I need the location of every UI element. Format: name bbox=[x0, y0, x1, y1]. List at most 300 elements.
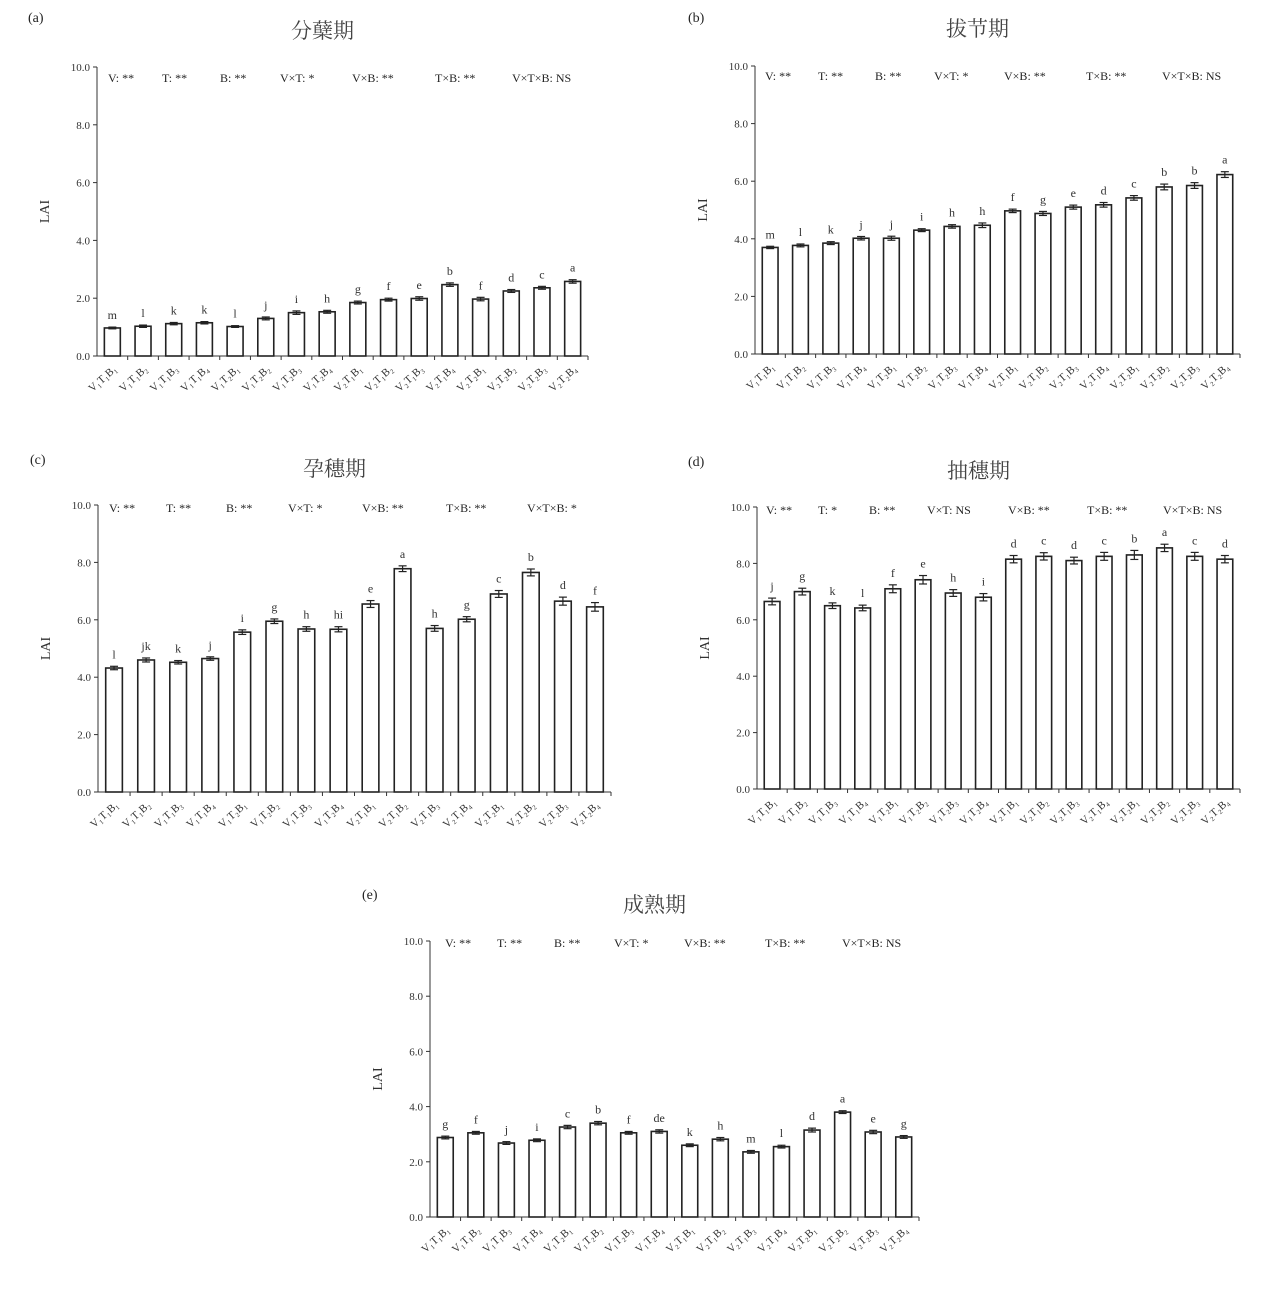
significance-letter: l bbox=[141, 306, 145, 321]
bar bbox=[298, 629, 315, 792]
significance-letter: c bbox=[1131, 176, 1137, 191]
bar bbox=[1217, 559, 1233, 789]
y-tick-label: 8.0 bbox=[736, 558, 750, 571]
x-tick-label: V₁T₂B₃ bbox=[602, 1224, 636, 1256]
x-tick-label: V₁T₁B₄ bbox=[184, 799, 218, 831]
y-axis-label: LAI bbox=[698, 636, 713, 660]
bar bbox=[135, 326, 151, 356]
significance-letter: d bbox=[809, 1109, 816, 1124]
bar bbox=[560, 1127, 576, 1217]
y-tick-label: 0.0 bbox=[409, 1212, 423, 1224]
x-tick-label: V₁T₂B₂ bbox=[572, 1224, 606, 1256]
x-tick-label: V₁T₂B₄ bbox=[312, 799, 346, 831]
bar bbox=[896, 1137, 912, 1217]
bar bbox=[976, 597, 992, 789]
significance-letter: i bbox=[981, 574, 986, 589]
x-tick-label: V₁T₁B₁ bbox=[746, 796, 780, 828]
significance-letter: j bbox=[859, 217, 863, 232]
x-tick-label: V₂T₂B₁ bbox=[786, 1224, 820, 1256]
significance-letter: c bbox=[496, 571, 502, 586]
x-tick-label: V₁T₁B₁ bbox=[744, 361, 778, 393]
significance-letter: h bbox=[717, 1118, 724, 1133]
x-tick-label: V₁T₁B₃ bbox=[152, 799, 186, 831]
significance-letter: b bbox=[1161, 165, 1168, 180]
bar bbox=[945, 593, 961, 789]
significance-label: B: ** bbox=[220, 71, 247, 85]
bar bbox=[523, 572, 540, 792]
x-tick-label: V₂T₂B₁ bbox=[1108, 796, 1142, 828]
significance-letter: k bbox=[829, 583, 836, 598]
significance-letter: f bbox=[473, 1112, 478, 1127]
significance-label: T: * bbox=[818, 503, 838, 517]
significance-letter: i bbox=[294, 291, 299, 306]
significance-letter: l bbox=[233, 306, 237, 321]
significance-letter: m bbox=[746, 1131, 756, 1146]
x-tick-label: V₁T₂B₁ bbox=[541, 1224, 575, 1256]
bar bbox=[234, 632, 251, 792]
bar bbox=[853, 238, 869, 354]
significance-label: V×B: ** bbox=[352, 71, 394, 85]
chart-panel-b bbox=[688, 11, 1240, 393]
bar bbox=[974, 225, 990, 354]
x-tick-label: V₂T₂B₂ bbox=[504, 799, 538, 831]
significance-letter: l bbox=[798, 224, 803, 239]
significance-letter: b bbox=[595, 1102, 602, 1117]
x-tick-label: V₂T₂B₄ bbox=[877, 1224, 911, 1256]
bar bbox=[1036, 556, 1052, 789]
y-tick-label: 6.0 bbox=[77, 614, 91, 627]
x-tick-label: V₁T₂B₁ bbox=[216, 799, 250, 831]
bar bbox=[835, 1112, 851, 1217]
bar bbox=[823, 243, 839, 354]
significance-letter: f bbox=[890, 565, 895, 580]
bar bbox=[411, 298, 427, 356]
x-tick-label: V₂T₁B₁ bbox=[986, 361, 1020, 393]
x-tick-label: V₂T₂B₂ bbox=[816, 1224, 850, 1256]
x-tick-label: V₂T₁B₂ bbox=[694, 1224, 728, 1256]
bar bbox=[288, 313, 304, 356]
bar bbox=[503, 291, 519, 356]
significance-letter: d bbox=[1070, 538, 1077, 553]
x-tick-label: V₁T₁B₄ bbox=[836, 796, 870, 828]
x-tick-label: V₁T₁B₁ bbox=[419, 1224, 453, 1256]
panel-label: (a) bbox=[28, 11, 44, 26]
y-tick-label: 10.0 bbox=[70, 62, 90, 74]
significance-letter: a bbox=[1222, 152, 1228, 167]
significance-label: V: ** bbox=[445, 936, 472, 950]
significance-letter: k bbox=[170, 303, 177, 318]
x-tick-label: V₁T₂B₂ bbox=[239, 363, 273, 395]
significance-label: V×T×B: NS bbox=[1163, 503, 1223, 517]
y-tick-label: 4.0 bbox=[736, 671, 750, 684]
significance-letter: e bbox=[870, 1111, 876, 1126]
x-tick-label: V₂T₂B₄ bbox=[1198, 361, 1232, 393]
bar bbox=[855, 608, 871, 789]
bar bbox=[764, 601, 780, 789]
x-tick-label: V₁T₁B₄ bbox=[835, 361, 869, 393]
x-tick-label: V₁T₂B₂ bbox=[248, 799, 282, 831]
bar bbox=[1066, 561, 1082, 789]
significance-letter: a bbox=[399, 546, 406, 561]
x-tick-label: V₁T₂B₄ bbox=[301, 363, 335, 395]
significance-letter: j bbox=[208, 637, 212, 652]
bar bbox=[442, 285, 458, 356]
significance-label: V×B: ** bbox=[362, 501, 404, 515]
bar bbox=[381, 300, 397, 356]
x-tick-label: V₁T₂B₃ bbox=[280, 799, 314, 831]
significance-letter: k bbox=[201, 302, 208, 317]
significance-label: B: ** bbox=[875, 69, 902, 83]
x-tick-label: V₂T₁B₁ bbox=[663, 1224, 697, 1256]
bar bbox=[712, 1139, 728, 1217]
x-tick-label: V₁T₂B₄ bbox=[957, 796, 991, 828]
significance-letter: f bbox=[626, 1112, 631, 1127]
significance-label: T: ** bbox=[166, 501, 192, 515]
x-tick-label: V₁T₂B₂ bbox=[895, 361, 929, 393]
y-axis-label: LAI bbox=[39, 636, 54, 661]
bar bbox=[793, 245, 809, 354]
bar bbox=[884, 238, 900, 354]
significance-label: V×B: ** bbox=[684, 936, 726, 950]
y-tick-label: 4.0 bbox=[734, 233, 748, 246]
y-tick-label: 2.0 bbox=[736, 727, 750, 740]
y-tick-label: 8.0 bbox=[409, 991, 423, 1004]
y-tick-label: 2.0 bbox=[409, 1156, 423, 1169]
bar bbox=[473, 299, 489, 356]
significance-letter: g bbox=[354, 282, 361, 297]
significance-letter: de bbox=[653, 1110, 665, 1125]
x-tick-label: V₂T₂B₂ bbox=[1138, 361, 1172, 393]
significance-letter: e bbox=[920, 556, 926, 571]
bar bbox=[1187, 186, 1203, 354]
bar bbox=[825, 606, 841, 789]
y-tick-label: 10.0 bbox=[403, 936, 423, 948]
significance-label: T: ** bbox=[162, 71, 188, 85]
bar bbox=[426, 628, 443, 792]
significance-letter: c bbox=[539, 267, 545, 282]
panel-label: (d) bbox=[688, 455, 705, 470]
significance-label: T: ** bbox=[497, 936, 523, 950]
bar bbox=[330, 629, 347, 792]
x-tick-label: V₂T₁B₂ bbox=[376, 799, 410, 831]
significance-label: V: ** bbox=[766, 503, 793, 517]
significance-letter: f bbox=[386, 279, 391, 294]
significance-label: T×B: ** bbox=[446, 501, 487, 515]
x-tick-label: V₁T₁B₂ bbox=[120, 799, 154, 831]
bar bbox=[319, 312, 335, 356]
x-tick-label: V₂T₁B₃ bbox=[408, 799, 442, 831]
bar bbox=[1096, 205, 1112, 354]
significance-label: V×T×B: NS bbox=[512, 71, 572, 85]
x-tick-label: V₂T₁B₃ bbox=[393, 363, 427, 395]
x-tick-label: V₂T₁B₃ bbox=[1047, 361, 1081, 393]
y-tick-label: 10.0 bbox=[71, 500, 91, 512]
x-tick-label: V₁T₂B₄ bbox=[633, 1224, 667, 1256]
significance-letter: hi bbox=[333, 607, 344, 622]
bar bbox=[1217, 175, 1233, 354]
significance-letter: d bbox=[508, 270, 515, 285]
x-tick-label: V₁T₂B₃ bbox=[926, 361, 960, 393]
x-tick-label: V₂T₁B₄ bbox=[440, 799, 474, 831]
bar bbox=[651, 1131, 667, 1217]
bar bbox=[565, 281, 581, 356]
significance-letter: e bbox=[416, 277, 422, 292]
significance-letter: b bbox=[1131, 531, 1138, 546]
significance-letter: d bbox=[1100, 183, 1107, 198]
significance-letter: c bbox=[1041, 533, 1047, 548]
x-tick-label: V₁T₂B₃ bbox=[927, 796, 961, 828]
significance-letter: k bbox=[827, 222, 834, 237]
bar bbox=[394, 569, 411, 792]
significance-letter: h bbox=[303, 607, 310, 622]
significance-letter: j bbox=[504, 1122, 509, 1137]
bar bbox=[170, 662, 187, 792]
x-tick-label: V₂T₂B₃ bbox=[1168, 361, 1202, 393]
y-axis-label: LAI bbox=[371, 1067, 386, 1091]
significance-label: V×B: ** bbox=[1008, 503, 1050, 517]
x-tick-label: V₂T₁B₂ bbox=[1017, 361, 1050, 393]
y-axis-label: LAI bbox=[38, 199, 53, 224]
bar bbox=[865, 1132, 881, 1217]
y-tick-label: 4.0 bbox=[76, 235, 90, 248]
bar bbox=[138, 660, 155, 792]
chart-panel-e bbox=[362, 888, 919, 1256]
panel-title: 孕穗期 bbox=[303, 457, 366, 481]
chart-panel-a bbox=[28, 11, 588, 395]
bar bbox=[106, 668, 123, 792]
bar bbox=[1187, 556, 1203, 789]
significance-letter: k bbox=[686, 1124, 693, 1139]
bar bbox=[1126, 198, 1142, 354]
significance-letter: b bbox=[446, 263, 453, 278]
x-tick-label: V₁T₁B₂ bbox=[776, 796, 810, 828]
bar bbox=[468, 1133, 484, 1217]
significance-letter: m bbox=[765, 227, 775, 242]
significance-label: T: ** bbox=[818, 69, 844, 83]
significance-label: T×B: ** bbox=[1086, 69, 1127, 83]
x-tick-label: V₁T₂B₂ bbox=[897, 796, 931, 828]
x-tick-label: V₁T₁B₂ bbox=[449, 1224, 483, 1256]
significance-letter: d bbox=[1010, 536, 1017, 551]
x-tick-label: V₂T₂B₃ bbox=[1168, 796, 1202, 828]
x-tick-label: V₂T₂B₃ bbox=[516, 363, 549, 395]
x-tick-label: V₂T₁B₂ bbox=[1017, 796, 1051, 828]
panel-title: 拔节期 bbox=[946, 17, 1009, 41]
significance-letter: m bbox=[107, 308, 118, 323]
x-tick-label: V₂T₁B₁ bbox=[331, 363, 365, 395]
significance-label: V×B: ** bbox=[1004, 69, 1046, 83]
significance-letter: f bbox=[478, 278, 483, 293]
significance-label: V×T: * bbox=[934, 69, 969, 83]
y-axis-label: LAI bbox=[696, 198, 711, 222]
significance-label: V×T×B: NS bbox=[1162, 69, 1222, 83]
x-tick-label: V₁T₁B₂ bbox=[774, 361, 808, 393]
y-tick-label: 6.0 bbox=[734, 176, 748, 189]
y-tick-label: 6.0 bbox=[76, 177, 90, 190]
significance-label: V×T: NS bbox=[927, 503, 971, 517]
significance-letter: l bbox=[860, 586, 865, 601]
significance-letter: h bbox=[324, 291, 331, 306]
y-tick-label: 6.0 bbox=[409, 1046, 423, 1059]
significance-label: T×B: ** bbox=[765, 936, 806, 950]
x-tick-label: V₁T₁B₃ bbox=[480, 1224, 514, 1256]
x-tick-label: V₂T₂B₄ bbox=[546, 363, 580, 395]
bar bbox=[621, 1133, 637, 1217]
x-tick-label: V₁T₁B₃ bbox=[804, 361, 838, 393]
significance-label: B: ** bbox=[226, 501, 253, 515]
significance-letter: l bbox=[112, 647, 116, 662]
bar bbox=[682, 1145, 698, 1217]
x-tick-label: V₁T₁B₃ bbox=[806, 796, 840, 828]
significance-letter: i bbox=[240, 610, 244, 625]
x-tick-label: V₂T₁B₁ bbox=[344, 799, 378, 831]
x-tick-label: V₁T₂B₄ bbox=[956, 361, 990, 393]
bar bbox=[774, 1147, 790, 1217]
significance-letter: k bbox=[175, 641, 182, 656]
x-tick-label: V₂T₂B₂ bbox=[1138, 796, 1172, 828]
y-tick-label: 2.0 bbox=[76, 293, 90, 306]
bar bbox=[202, 659, 219, 792]
significance-label: T×B: ** bbox=[1087, 503, 1128, 517]
significance-letter: j bbox=[889, 217, 894, 232]
bar bbox=[266, 621, 283, 792]
significance-letter: g bbox=[900, 1116, 907, 1131]
y-tick-label: 2.0 bbox=[734, 291, 748, 304]
panel-title: 抽穗期 bbox=[947, 459, 1010, 483]
significance-letter: g bbox=[271, 599, 278, 614]
bar bbox=[743, 1152, 759, 1217]
x-tick-label: V₁T₁B₁ bbox=[88, 799, 122, 831]
significance-letter: h bbox=[950, 570, 957, 585]
y-tick-label: 8.0 bbox=[76, 119, 90, 132]
significance-letter: jk bbox=[141, 638, 151, 653]
bar bbox=[885, 589, 901, 789]
significance-letter: h bbox=[949, 205, 956, 220]
significance-letter: j bbox=[264, 297, 268, 312]
x-tick-label: V₂T₁B₃ bbox=[724, 1224, 758, 1256]
x-tick-label: V₁T₁B₁ bbox=[86, 363, 120, 395]
x-tick-label: V₁T₂B₁ bbox=[865, 361, 899, 393]
y-tick-label: 10.0 bbox=[730, 502, 750, 514]
significance-letter: i bbox=[920, 209, 924, 224]
x-tick-label: V₁T₁B₃ bbox=[147, 363, 181, 395]
x-tick-label: V₂T₂B₂ bbox=[485, 363, 519, 395]
significance-label: B: ** bbox=[869, 503, 896, 517]
bar bbox=[794, 592, 810, 789]
y-tick-label: 8.0 bbox=[734, 118, 748, 131]
x-tick-label: V₂T₂B₄ bbox=[569, 799, 602, 831]
significance-letter: g bbox=[442, 1117, 449, 1132]
y-tick-label: 2.0 bbox=[77, 729, 91, 742]
y-tick-label: 6.0 bbox=[736, 614, 750, 627]
x-tick-label: V₂T₁B₄ bbox=[1077, 361, 1111, 393]
significance-letter: b bbox=[1191, 163, 1198, 178]
bar bbox=[1035, 213, 1051, 354]
x-tick-label: V₂T₁B₄ bbox=[423, 363, 457, 395]
panel-label: (c) bbox=[30, 453, 46, 468]
bar bbox=[914, 230, 930, 354]
bar bbox=[1096, 556, 1112, 789]
significance-label: V×T: * bbox=[288, 501, 323, 515]
y-tick-label: 0.0 bbox=[736, 784, 750, 796]
bar bbox=[590, 1123, 606, 1217]
chart-panel-d bbox=[688, 455, 1240, 828]
y-tick-label: 8.0 bbox=[77, 557, 91, 570]
y-tick-label: 10.0 bbox=[728, 61, 748, 73]
x-tick-label: V₂T₂B₁ bbox=[472, 799, 506, 831]
bar bbox=[166, 324, 182, 356]
x-tick-label: V₂T₁B₂ bbox=[362, 363, 396, 395]
x-tick-label: V₂T₁B₄ bbox=[755, 1224, 789, 1256]
significance-label: V×T×B: * bbox=[527, 501, 577, 515]
bar bbox=[498, 1143, 514, 1217]
bar bbox=[1126, 555, 1142, 789]
bar bbox=[529, 1140, 545, 1217]
significance-label: V×T: * bbox=[280, 71, 315, 85]
significance-label: V: ** bbox=[108, 71, 135, 85]
bar bbox=[1006, 559, 1022, 789]
bar bbox=[258, 318, 274, 356]
x-tick-label: V₂T₂B₁ bbox=[1107, 361, 1141, 393]
y-tick-label: 0.0 bbox=[76, 351, 90, 363]
x-tick-label: V₁T₂B₁ bbox=[209, 363, 243, 395]
significance-letter: c bbox=[1192, 533, 1198, 548]
y-tick-label: 0.0 bbox=[77, 787, 91, 799]
bar bbox=[490, 594, 507, 792]
significance-letter: e bbox=[367, 581, 374, 596]
significance-letter: d bbox=[1221, 536, 1228, 551]
bar bbox=[458, 619, 475, 792]
significance-letter: g bbox=[1039, 192, 1046, 207]
significance-letter: d bbox=[559, 578, 566, 593]
panel-label: (e) bbox=[362, 888, 378, 903]
significance-letter: h bbox=[431, 606, 438, 621]
significance-letter: f bbox=[1010, 190, 1015, 205]
significance-label: V: ** bbox=[109, 501, 136, 515]
x-tick-label: V₂T₁B₁ bbox=[987, 796, 1021, 828]
significance-label: T×B: ** bbox=[435, 71, 476, 85]
x-tick-label: V₂T₂B₃ bbox=[536, 799, 570, 831]
x-tick-label: V₁T₂B₃ bbox=[270, 363, 304, 395]
bar bbox=[196, 323, 212, 356]
x-tick-label: V₂T₁B₃ bbox=[1048, 796, 1081, 828]
bar bbox=[1005, 211, 1021, 354]
panel-title: 分蘖期 bbox=[291, 19, 354, 43]
significance-label: B: ** bbox=[554, 936, 581, 950]
significance-letter: a bbox=[1161, 525, 1168, 540]
significance-letter: c bbox=[564, 1106, 571, 1121]
significance-letter: l bbox=[779, 1126, 784, 1141]
significance-letter: f bbox=[592, 583, 597, 598]
significance-letter: b bbox=[527, 550, 534, 565]
bar bbox=[362, 604, 379, 792]
bar bbox=[1156, 187, 1172, 354]
bar bbox=[437, 1138, 453, 1217]
x-tick-label: V₂T₁B₄ bbox=[1078, 796, 1112, 828]
x-tick-label: V₁T₁B₄ bbox=[511, 1224, 544, 1256]
significance-letter: i bbox=[535, 1119, 539, 1134]
significance-letter: h bbox=[979, 203, 986, 218]
bar bbox=[227, 327, 243, 356]
x-tick-label: V₂T₂B₃ bbox=[847, 1224, 881, 1256]
y-tick-label: 4.0 bbox=[409, 1101, 423, 1114]
significance-letter: e bbox=[1070, 186, 1076, 201]
bar bbox=[104, 328, 120, 356]
significance-letter: a bbox=[839, 1091, 846, 1106]
bar bbox=[350, 303, 366, 356]
x-tick-label: V₁T₂B₁ bbox=[866, 796, 900, 828]
bar bbox=[915, 580, 931, 789]
